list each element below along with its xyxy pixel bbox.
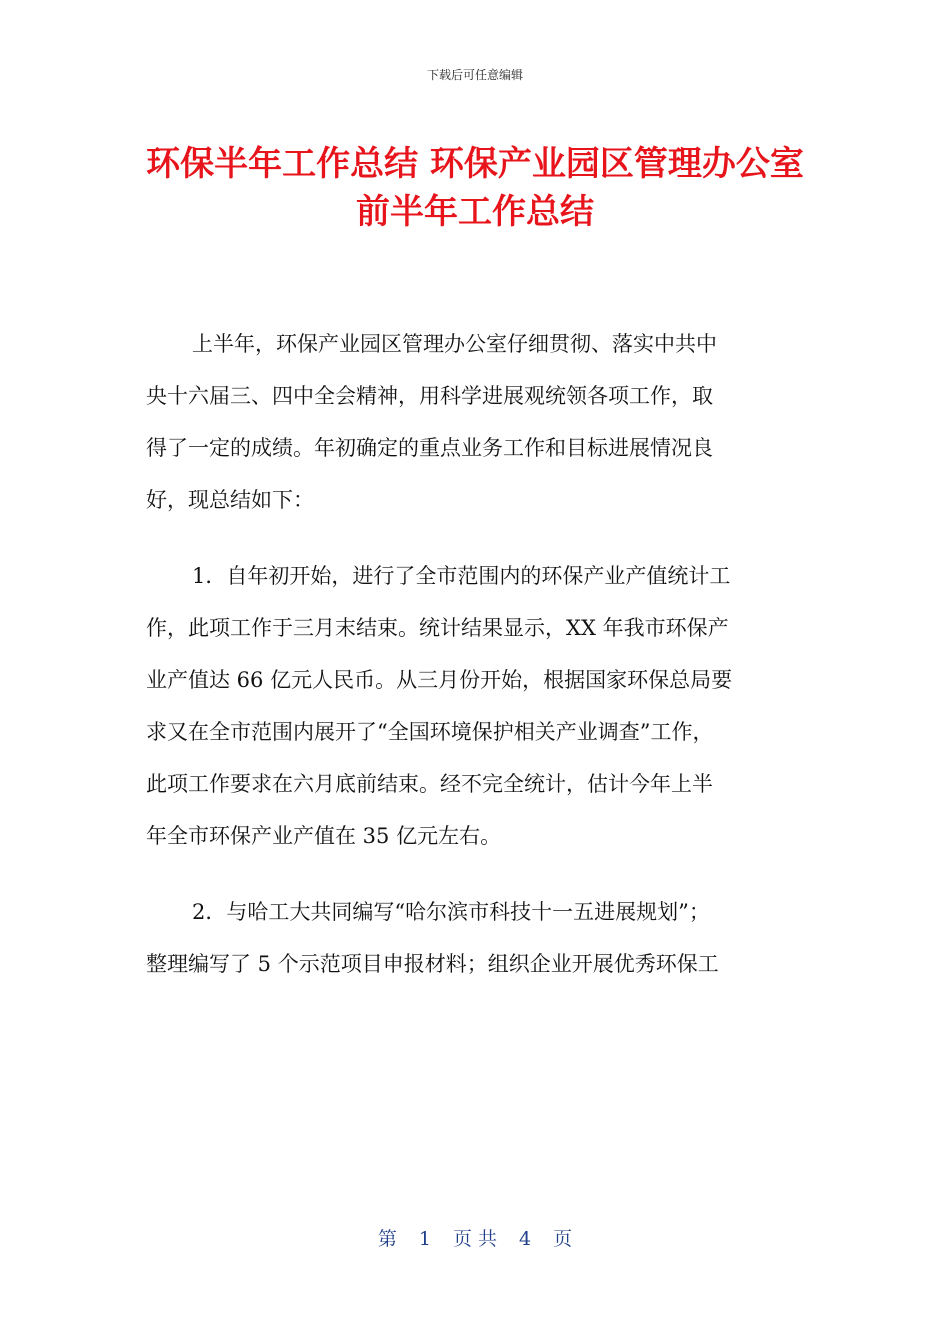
paragraph-line: 年全市环保产业产值在 35 亿元左右。 <box>146 824 502 848</box>
footer-total-pages: 4 <box>519 1228 532 1250</box>
document-body <box>146 318 806 990</box>
page-footer <box>0 1226 950 1252</box>
document-title <box>100 140 850 236</box>
paragraph-line: 好，现总结如下： <box>146 488 314 512</box>
footer-suffix: 页 <box>553 1228 573 1250</box>
paragraph-line: 整理编写了 5 个示范项目申报材料；组织企业开展优秀环保工 <box>146 952 719 976</box>
footer-prefix: 第 <box>377 1228 397 1250</box>
paragraph-line: 2．与哈工大共同编写“哈尔滨市科技十一五进展规划”； <box>192 900 710 924</box>
paragraph-line: 此项工作要求在六月底前结束。经不完全统计，估计今年上半 <box>146 772 713 796</box>
title-line-1: 环保半年工作总结 环保产业园区管理办公室 <box>146 144 804 184</box>
title-line-2: 前半年工作总结 <box>356 192 594 232</box>
footer-middle: 页 共 <box>452 1228 498 1250</box>
paragraph-3 <box>146 886 806 990</box>
header-note: 下载后可任意编辑 <box>426 68 523 82</box>
paragraph-line: 央十六届三、四中全会精神，用科学进展观统领各项工作，取 <box>146 384 713 408</box>
paragraph-line: 业产值达 66 亿元人民币。从三月份开始，根据国家环保总局要 <box>146 668 733 692</box>
paragraph-line: 上半年，环保产业园区管理办公室仔细贯彻、落实中共中 <box>192 332 717 356</box>
paragraph-2 <box>146 550 806 862</box>
paragraph-line: 求又在全市范围内展开了“全国环境保护相关产业调查”工作， <box>146 720 714 744</box>
paragraph-line: 得了一定的成绩。年初确定的重点业务工作和目标进展情况良 <box>146 436 713 460</box>
paragraph-line: 1．自年初开始，进行了全市范围内的环保产业产值统计工 <box>192 564 731 588</box>
footer-current-page: 1 <box>418 1228 431 1250</box>
paragraph-line: 作，此项工作于三月末结束。统计结果显示，XX 年我市环保产 <box>146 616 729 640</box>
paragraph-1 <box>146 318 806 526</box>
